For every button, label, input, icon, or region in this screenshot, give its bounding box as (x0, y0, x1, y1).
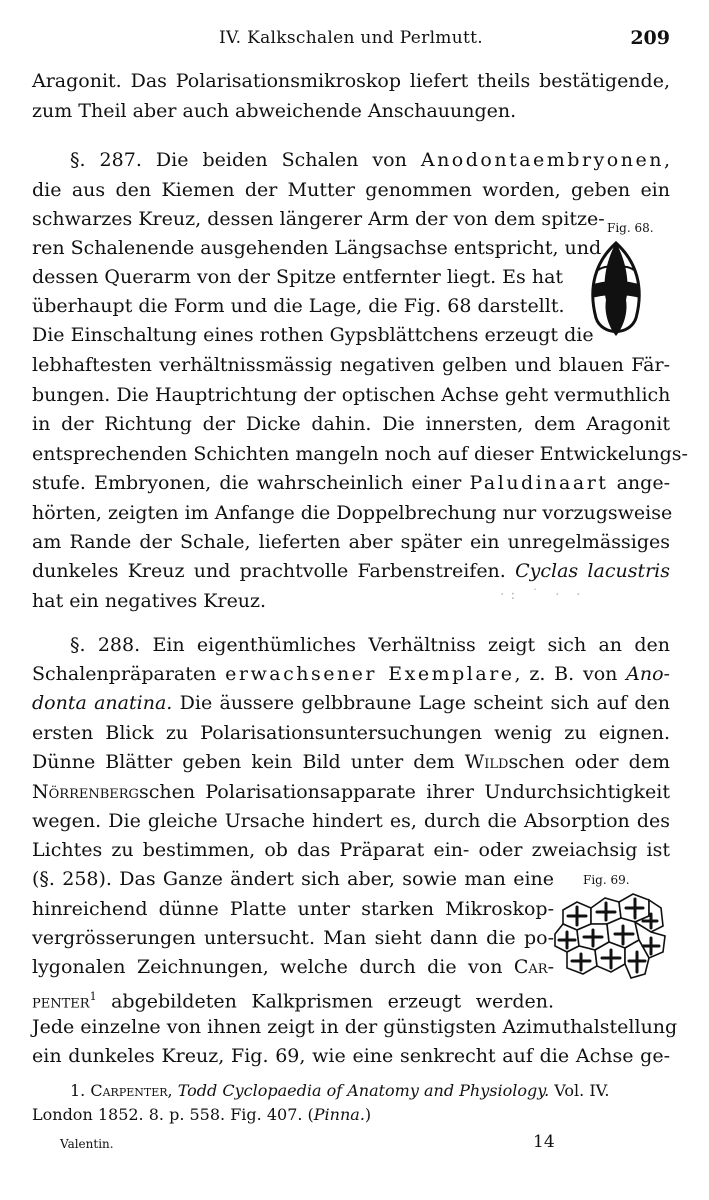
text-line: am Rande der Schale, lieferten aber später ein unregelmässiges (32, 531, 670, 553)
text-line: dessen Querarm von der Spitze entfernter liegt. Es hat (32, 266, 564, 288)
text-line: donta anatina. Die äussere gelbbraune Lage scheint sich auf den (32, 692, 671, 714)
running-head: IV. Kalkschalen und Perlmutt. (219, 28, 483, 48)
text-line: Dünne Blätter geben kein Bild unter dem Wildschen oder dem (32, 751, 671, 773)
fig-68-label: Fig. 68. (607, 221, 654, 235)
text-line: lygonalen Zeichnungen, welche durch die von Car- (32, 956, 554, 978)
fig-69-polygonal-prisms-illustration (553, 888, 669, 984)
text-line: hinreichend dünne Platte unter starken Mikroskop- (32, 898, 554, 920)
text-line: Die Einschaltung eines rothen Gypsblättchens erzeugt die (32, 324, 594, 346)
signature-mark: Valentin. (60, 1137, 114, 1151)
text-line: Jede einzelne von ihnen zeigt in der günstigsten Azimuthalstellung (32, 1016, 678, 1038)
text-line: wegen. Die gleiche Ursache hindert es, durch die Absorption des (32, 810, 670, 832)
text-line: vergrösserungen untersucht. Man sieht dann die po- (32, 927, 554, 949)
text-line: Lichtes zu bestimmen, ob das Präparat ein- oder zweiachsig ist (32, 839, 670, 861)
text-line: überhaupt die Form und die Lage, die Fig. 68 darstellt. (32, 295, 565, 317)
text-line: ersten Blick zu Polarisationsuntersuchungen wenig zu eignen. (32, 722, 670, 744)
text-line: lebhaftesten verhältnissmässig negativen gelben und blauen Fär- (32, 354, 670, 376)
text-line: Schalenpräparaten erwachsener Exemplare, z. B. von Ano- (32, 663, 670, 685)
footnote: 1. Carpenter, Todd Cyclopaedia of Anatomy and Physiology. Vol. IV. (70, 1081, 610, 1100)
text-line: dunkeles Kreuz und prachtvolle Farbenstreifen. Cyclas lacustris (32, 560, 670, 582)
fig-69-label: Fig. 69. (583, 873, 630, 887)
text-line: zum Theil aber auch abweichende Anschauungen. (32, 100, 517, 122)
sheet-number: 14 (533, 1132, 555, 1152)
text-line: stufe. Embryonen, die wahrscheinlich einer Paludinaart ange- (32, 472, 670, 494)
scan-blemish: ·: ˙ · · (500, 587, 587, 603)
text-line: entsprechenden Schichten mangeln noch auf dieser Entwickelungs- (32, 443, 688, 465)
page-header (32, 28, 670, 54)
text-line: ren Schalenende ausgehenden Längsachse entspricht, und (32, 237, 602, 259)
text-line: die aus den Kiemen der Mutter genommen worden, geben ein (32, 179, 670, 201)
text-line: hörten, zeigten im Anfange die Doppelbrechung nur vorzugsweise (32, 502, 673, 524)
fig-68-shell-cross-illustration (580, 240, 652, 344)
page-number: 209 (630, 27, 670, 49)
text-line: in der Richtung der Dicke dahin. Die innersten, dem Aragonit (32, 413, 670, 435)
section-288-start: §. 288. Ein eigenthümliches Verhältniss zeigt sich an den (70, 634, 670, 656)
section-287-start: §. 287. Die beiden Schalen von Anodontaembryonen, (70, 149, 670, 171)
text-line: Aragonit. Das Polarisationsmikroskop liefert theils bestätigende, (32, 70, 670, 92)
footnote-continuation: London 1852. 8. p. 558. Fig. 407. (Pinna.) (32, 1105, 372, 1124)
text-line: Nörrenbergschen Polarisationsapparate ihrer Undurchsichtigkeit (32, 781, 670, 803)
text-line: bungen. Die Hauptrichtung der optischen Achse geht vermuthlich (32, 384, 671, 406)
text-line: schwarzes Kreuz, dessen längerer Arm der von dem spitze- (32, 208, 605, 230)
text-line: ein dunkeles Kreuz, Fig. 69, wie eine senkrecht auf die Achse ge- (32, 1045, 670, 1067)
text-line: (§. 258). Das Ganze ändert sich aber, sowie man eine (32, 868, 554, 890)
text-line: hat ein negatives Kreuz. (32, 590, 267, 612)
text-line: penter$^1$ abgebildeten Kalkprismen erzeugt werden. (32, 990, 554, 1013)
